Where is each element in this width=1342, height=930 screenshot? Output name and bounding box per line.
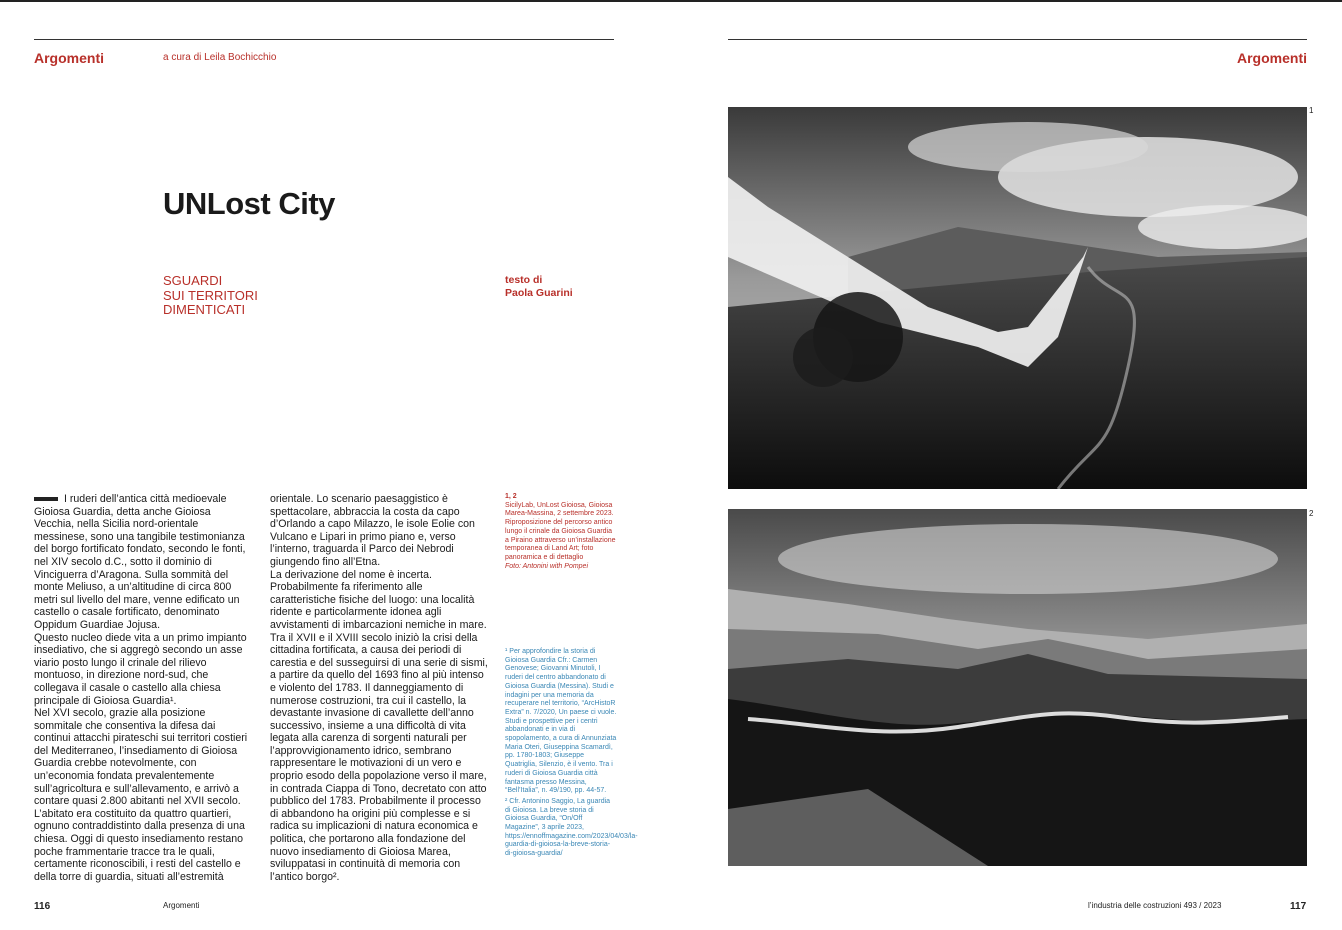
right-page-number: 117 xyxy=(1290,901,1307,912)
subtitle-line: DIMENTICATI xyxy=(163,302,246,317)
paragraph: I ruderi dell’antica città medioevale Gioiosa Guardia, detta anche Gioiosa Vecchia, nella Sicilia nord-orientale messinese, sono una tangibile testimonianza del borgo fortificato fondato, secondo le fonti, nel XIV secolo d.C., sotto il dominio di Vinciguerra d’Aragona. Sulla sommità del monte Meliuso, a un’altitudine di circa 800 metri sul livello del mare, venne edificato un castello o casale fortificato, denominato Oppidum Guardiae Jojusa. xyxy=(34,493,246,631)
photo-caption xyxy=(505,493,617,571)
lead-dash-mark xyxy=(34,497,58,501)
article-title: UNLost City xyxy=(163,186,335,221)
paragraph: Questo nucleo diede vita a un primo impianto insediativo, che si aggregò secondo un asse viario posto lungo il crinale del rilievo montuoso, in direzione nord-sud, che collegava il casale o castello alla chiesa principale di Gioiosa Guardia¹. xyxy=(34,631,247,707)
author-name: Paola Guarini xyxy=(505,286,573,299)
right-footer-journal: l’industria delle costruzioni 493 / 2023 xyxy=(1088,901,1222,910)
author-block xyxy=(505,274,573,299)
right-header-rule xyxy=(728,39,1307,40)
paragraph: L’abitato era costituito da quattro quartieri, ognuno contraddistinto dalla presenza di una chiesa. Oggi di questo insediamento restano poche frammentarie tracce tra le quali, certamente riconoscibili, i resti del castello e della torre di guardia, situati all’estremità xyxy=(34,807,245,883)
article-subtitle xyxy=(163,274,258,318)
top-border xyxy=(0,0,1342,2)
landscape-photo-2 xyxy=(728,509,1307,866)
caption-number: 1, 2 xyxy=(505,493,517,500)
footnotes xyxy=(505,648,638,861)
footnote: ² Cfr. Antonino Saggio, La guardia di Gioiosa. La breve storia di Gioiosa Guardia, “On/Off Magazine”, 3 aprile 2023, https://ennoffmagazine.com/2023/04/03/la-guardia-di-gioiosa-la-breve-storia-di-gioiosa-guardia/ xyxy=(505,797,638,858)
photo-2-number: 2 xyxy=(1309,509,1314,518)
landscape-photo-1 xyxy=(728,107,1307,489)
left-section-label: Argomenti xyxy=(34,50,104,66)
caption-credit: Foto: Antonini with Pompei xyxy=(505,562,589,570)
paragraph: orientale. Lo scenario paesaggistico è spettacolare, abbraccia la costa da capo d’Orlando a capo Milazzo, le isole Eolie con Vulcano e Lipari in primo piano e, verso l’interno, traguarda il Parco dei Nebrodi giungendo fino all’Etna. xyxy=(270,493,475,568)
footnote: ¹ Per approfondire la storia di Gioiosa Guardia Cfr.: Carmen Genovese; Giovanni Minutoli, I ruderi del centro abbandonato di Gioiosa Guardia (Messina). Studi e indagini per una memoria da recuperare nel territorio, “ArcHistoR Extra” n. 7/2020, Un paese ci vuole. Studi e prospettive per i centri abbandonati e in via di spopolamento, a cura di Annunziata Maria Oteri, Giuseppina Scamardì, pp. 1780-1803; Giuseppe Quatriglia, Silenzio, è il vento. Tra i ruderi di Gioiosa Guardia città fantasma presso Messina, “Bell’Italia”, n. 49/190, pp. 44-57. xyxy=(505,648,617,795)
right-section-label: Argomenti xyxy=(1237,50,1307,66)
left-footer-section: Argomenti xyxy=(163,901,200,910)
paragraph: Nel XVI secolo, grazie alla posizione sommitale che consentiva la difesa dai continui attacchi pirateschi sui territori costieri del Mediterraneo, l’insediamento di Gioiosa Guardia crebbe notevolmente, con un’economia fondata prevalentemente sull’agricoltura e sull’allevamento, e arrivò a contare quasi 2.800 abitanti nel XVII secolo. xyxy=(34,707,248,808)
body-column-1 xyxy=(34,493,252,883)
body-column-2 xyxy=(270,493,488,883)
caption-text: SicilyLab, UnLost Gioiosa, Gioiosa Marea-Massina, 2 settembre 2023. Riproposizione del percorso antico lungo il crinale da Gioiosa Guardia a Piraino attraverso un’installazione temporanea di Land Art; foto panoramica e di dettaglio xyxy=(505,501,616,561)
photo-1-number: 1 xyxy=(1309,106,1314,115)
author-label: testo di xyxy=(505,274,543,286)
left-page-number: 116 xyxy=(34,901,51,912)
paragraph: Tra il XVII e il XVIII secolo iniziò la crisi della cittadina fortificata, a causa dei periodi di carestia e del susseguirsi di una serie di sismi, a partire da quello del 1693 fino al più intenso e violento del 1783. Il danneggiamento di numerose costruzioni, tra cui il castello, la devastante invasione di cavallette dell’anno successivo, insieme a una difficoltà di vita legata alla carenza di sorgenti naturali per l’approvvigionamento idrico, sembrano rappresentare le motivazioni di un vero e proprio esodo della popolazione verso il mare, in contrada Ciappa di Tono, decretato con atto pubblico del 1783. Probabilmente il processo di abbandono ha origini più complesse e si radica su implicazioni di natura economica e politica, che portarono alla fondazione del nuovo insediamento di Gioiosa Marea, sviluppatasi in continuità di memoria con l’antico borgo². xyxy=(270,631,488,883)
subtitle-line: SUI TERRITORI xyxy=(163,287,258,303)
subtitle-line: SGUARDI xyxy=(163,273,223,288)
editor-credit: a cura di Leila Bochicchio xyxy=(163,52,277,63)
left-header-rule xyxy=(34,39,614,40)
paragraph: La derivazione del nome è incerta. Probabilmente fa riferimento alle caratteristiche fisiche del luogo: una località ridente e particolarmente idonea agli avvistamenti di imbarcazioni nemiche in mare. xyxy=(270,568,487,631)
